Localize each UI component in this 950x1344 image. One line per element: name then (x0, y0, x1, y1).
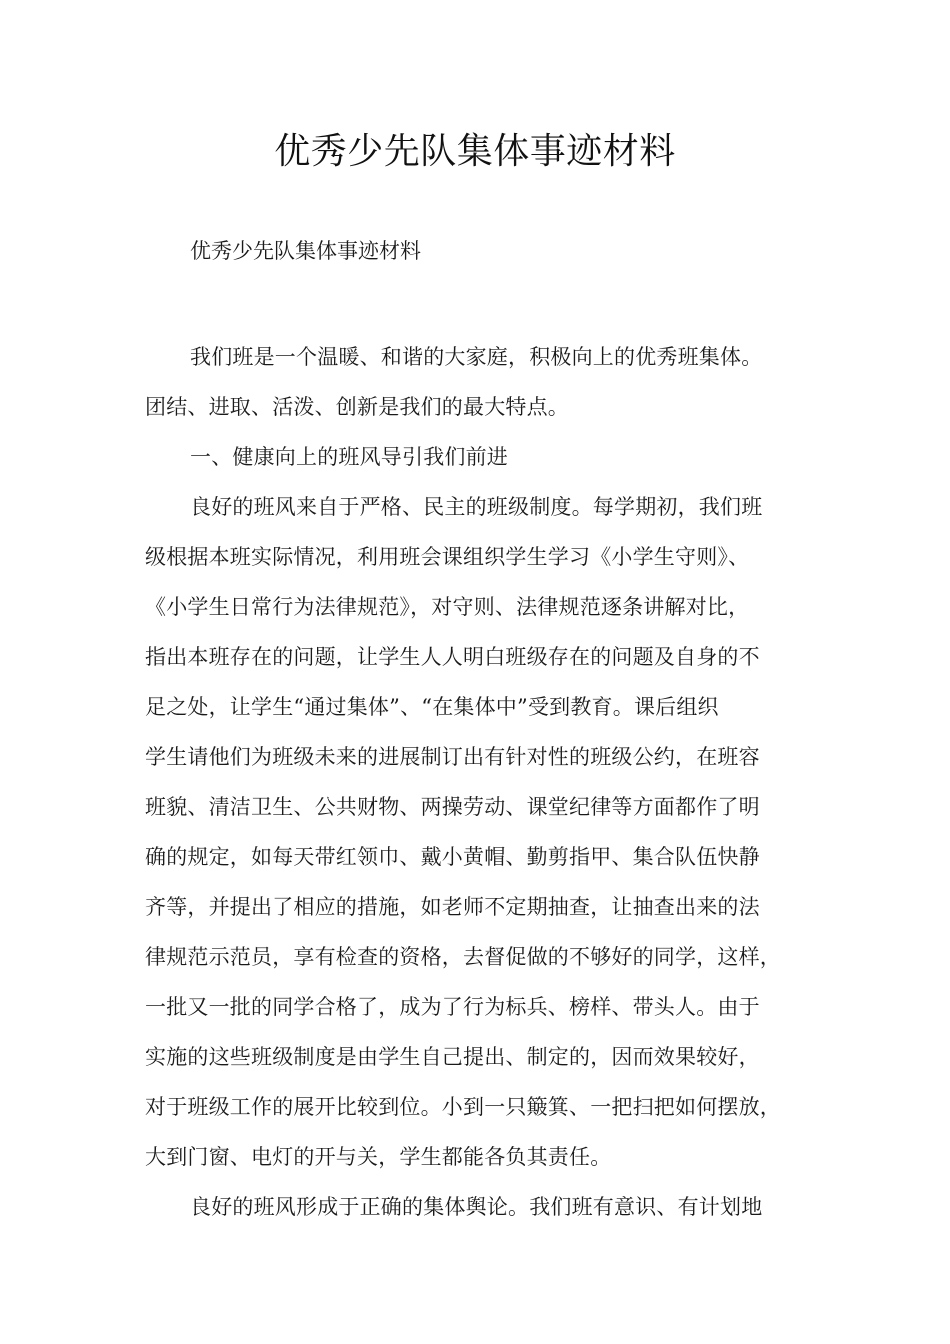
body-line: 律规范示范员，享有检查的资格，去督促做的不够好的同学，这样， (145, 945, 781, 969)
body-line: 级根据本班实际情况，利用班会课组织学生学习《小学生守则》、 (145, 545, 750, 569)
body-line: 班貌、清洁卫生、公共财物、两操劳动、课堂纪律等方面都作了明 (145, 795, 760, 819)
body-line: 团结、进取、活泼、创新是我们的最大特点。 (145, 395, 569, 419)
body-line: 一、健康向上的班风导引我们前进 (190, 445, 508, 469)
document-body (145, 332, 820, 1232)
document-title: 优秀少先队集体事迹材料 (274, 131, 676, 172)
body-line: 我们班是一个温暖、和谐的大家庭，积极向上的优秀班集体。 (190, 345, 763, 369)
body-line: 良好的班风来自于严格、民主的班级制度。每学期初，我们班 (190, 495, 763, 519)
body-line: 齐等，并提出了相应的措施，如老师不定期抽查，让抽查出来的法 (145, 895, 760, 919)
body-line: 确的规定，如每天带红领巾、戴小黄帽、勤剪指甲、集合队伍快静 (145, 845, 760, 869)
body-line: 大到门窗、电灯的开与关，学生都能各负其责任。 (145, 1145, 612, 1169)
body-line: 对于班级工作的展开比较到位。小到一只簸箕、一把扫把如何摆放， (145, 1095, 781, 1119)
document-subtitle: 优秀少先队集体事迹材料 (190, 239, 421, 263)
body-line: 一批又一批的同学合格了，成为了行为标兵、榜样、带头人。由于 (145, 995, 760, 1019)
body-line: 足之处，让学生“通过集体”、“在集体中”受到教育。课后组织 (145, 695, 719, 719)
body-line: 良好的班风形成于正确的集体舆论。我们班有意识、有计划地 (190, 1195, 763, 1219)
body-line: 实施的这些班级制度是由学生自己提出、制定的，因而效果较好， (145, 1045, 760, 1069)
body-line: 《小学生日常行为法律规范》，对守则、法律规范逐条讲解对比， (145, 595, 750, 619)
body-line: 指出本班存在的问题，让学生人人明白班级存在的问题及自身的不 (145, 645, 760, 669)
body-line: 学生请他们为班级未来的进展制订出有针对性的班级公约，在班容 (145, 745, 760, 769)
